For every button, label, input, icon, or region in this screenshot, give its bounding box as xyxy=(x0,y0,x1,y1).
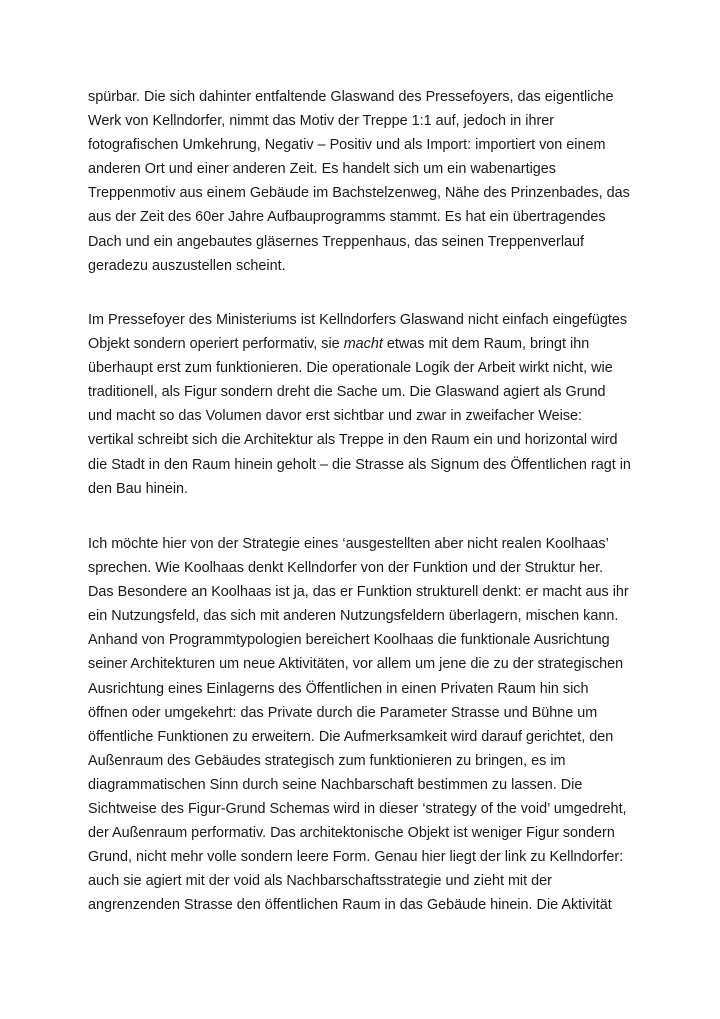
paragraph-2 xyxy=(88,308,648,501)
paragraph-line: den Bau hinein. xyxy=(88,480,189,497)
paragraph-line: Im Pressefoyer des Ministeriums ist Kellndorfers Glaswand nicht einfach eingefügtes xyxy=(88,312,628,328)
emphasized-word: macht xyxy=(343,336,383,353)
paragraph-line: der Außenraum performativ. Das architektonische Objekt ist weniger Figur sondern xyxy=(88,825,615,842)
paragraph-line: öffnen oder umgekehrt: das Private durch die Parameter Strasse und Bühne um xyxy=(88,704,598,721)
paragraph-line: geradezu auszustellen scheint. xyxy=(88,257,286,274)
paragraph-line xyxy=(88,332,648,356)
paragraph-line: Dach und ein angebautes gläsernes Treppenhaus, das seinen Treppenverlauf xyxy=(88,233,585,250)
paragraph-line: Werk von Kellndorfer, nimmt das Motiv der Treppe 1:1 auf, jedoch in ihrer xyxy=(88,113,555,130)
paragraph-line: Sichtweise des Figur-Grund Schemas wird in dieser ‘strategy of the void’ umgedreht, xyxy=(88,801,627,818)
paragraph-line: die Stadt in den Raum hinein geholt – die Strasse als Signum des Öffentlichen ragt in xyxy=(88,456,631,473)
line-text: etwas mit dem Raum, bringt ihn xyxy=(382,336,590,353)
paragraph-line: Treppenmotiv aus einem Gebäude im Bachstelzenweg, Nähe des Prinzenbades, das xyxy=(88,185,630,202)
paragraph-line: öffentliche Funktionen zu erweitern. Die Aufmerksamkeit wird darauf gerichtet, den xyxy=(88,728,614,745)
paragraph-line: sprechen. Wie Koolhaas denkt Kellndorfer von der Funktion und der Struktur her. xyxy=(88,560,604,577)
paragraph-line: Ich möchte hier von der Strategie eines ‘ausgestellten aber nicht realen Koolhaas’ xyxy=(88,536,609,552)
paragraph-line: ein Nutzungsfeld, das sich mit anderen Nutzungsfeldern überlagern, mischen kann. xyxy=(88,608,619,625)
paragraph-line: diagrammatischen Sinn durch seine Nachbarschaft bestimmen zu lassen. Die xyxy=(88,776,583,793)
paragraph-line: spürbar. Die sich dahinter entfaltende Glaswand des Pressefoyers, das eigentliche xyxy=(88,89,614,105)
paragraph-line: angrenzenden Strasse den öffentlichen Raum in das Gebäude hinein. Die Aktivität xyxy=(88,897,612,914)
paragraph-line: aus der Zeit des 60er Jahre Aufbauprogramms stammt. Es hat ein übertragendes xyxy=(88,209,606,226)
paragraph-line: seiner Architekturen um neue Aktivitäten, vor allem um jene die zu der strategischen xyxy=(88,656,624,673)
paragraph-1 xyxy=(88,85,648,278)
paragraph-line: überhaupt erst zum funktionieren. Die operationale Logik der Arbeit wirkt nicht, wie xyxy=(88,360,613,377)
paragraph-line: anderen Ort und einer anderen Zeit. Es handelt sich um ein wabenartiges xyxy=(88,161,556,178)
paragraph-line: Außenraum des Gebäudes strategisch zum funktionieren zu bringen, es im xyxy=(88,752,566,769)
paragraph-3 xyxy=(88,532,648,918)
paragraph-line: und macht so das Volumen davor erst sichtbar und zwar in zweifacher Weise: xyxy=(88,408,583,425)
paragraph-line: traditionell, als Figur sondern dreht die Sache um. Die Glaswand agiert als Grund xyxy=(88,384,606,401)
paragraph-line: Das Besondere an Koolhaas ist ja, das er Funktion strukturell denkt: er macht aus ihr xyxy=(88,584,629,601)
paragraph-line: Anhand von Programmtypologien bereichert Koolhaas die funktionale Ausrichtung xyxy=(88,632,610,649)
paragraph-line: Grund, nicht mehr volle sondern leere Form. Genau hier liegt der link zu Kellndorfer: xyxy=(88,849,624,866)
line-text: Objekt sondern operiert performativ, sie xyxy=(88,336,344,353)
paragraph-line: auch sie agiert mit der void als Nachbarschaftsstrategie und zieht mit der xyxy=(88,873,552,890)
paragraph-line: fotografischen Umkehrung, Negativ – Positiv und als Import: importiert von einem xyxy=(88,137,606,154)
paragraph-line: vertikal schreibt sich die Architektur als Treppe in den Raum ein und horizontal wird xyxy=(88,432,618,449)
paragraph-line: Ausrichtung eines Einlagerns des Öffentlichen in einen Privaten Raum hin sich xyxy=(88,680,589,697)
